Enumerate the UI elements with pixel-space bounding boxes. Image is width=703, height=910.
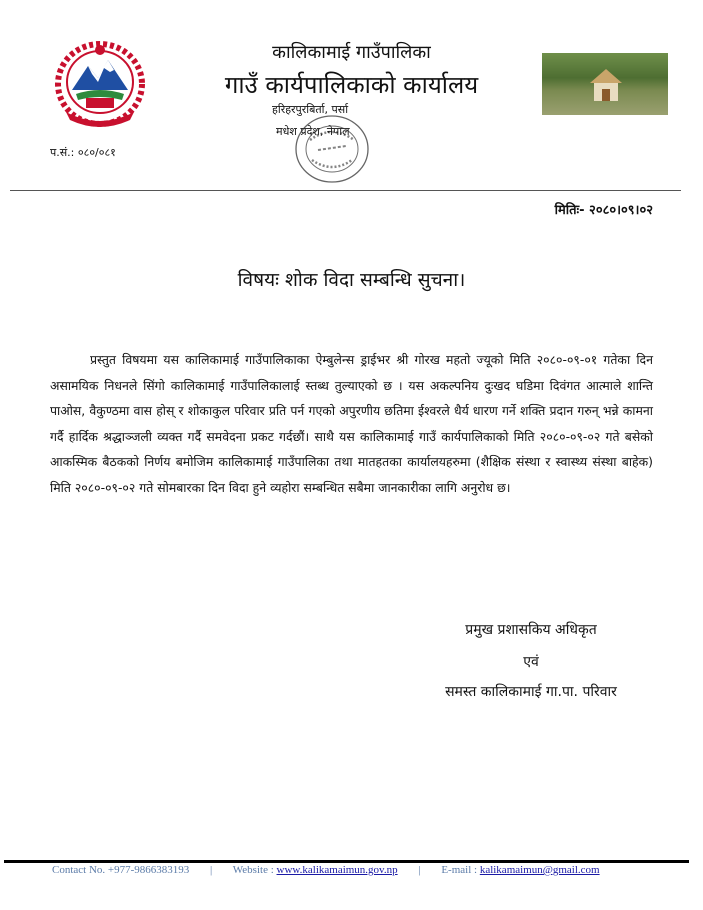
office-stamp-icon bbox=[292, 112, 372, 186]
temple-photo bbox=[542, 53, 668, 115]
temple-icon bbox=[586, 65, 626, 105]
header-divider bbox=[10, 190, 681, 191]
footer-separator: | bbox=[418, 864, 421, 876]
signature-conjunction: एवं bbox=[523, 654, 539, 670]
letter-body bbox=[50, 347, 653, 500]
office-name: गाउँ कार्यपालिकाको कार्यालय bbox=[224, 71, 479, 99]
letter-subject: विषयः शोक विदा सम्बन्धि सुचना। bbox=[237, 269, 466, 291]
footer-contact: Contact No. +977-9866383193 bbox=[52, 864, 190, 876]
website-link[interactable]: www.kalikamaimun.gov.np bbox=[276, 864, 398, 876]
footer bbox=[52, 864, 600, 876]
letter-date: मितिः- २०८०।०९।०२ bbox=[554, 203, 653, 218]
address-line-2: मधेश प्रदेश, नेपाल bbox=[276, 125, 350, 138]
letter-body-text: प्रस्तुत विषयमा यस कालिकामाई गाउँपालिकाका ऐम्बुलेन्स ड्राईभर श्री गोरख महतो ज्यूको मिति २०८०-०९-०१ गतेका दिन असामयिक निधनले सिंगो कालिकामाई गाउँपालिकालाई स्तब्ध तुल्याएको छ । यस अकल्पनिय दुःखद घडिमा दिवंगत आत्माले शान्ति पाओस, वैकुण्ठमा वास होस् र शोकाकुल परिवार प्रति पर्न गएको अपुरणीय छतिमा ईश्वरले धैर्य धारण गर्ने शक्ति प्रदान गरुन् भन्ने कामना गर्दै हार्दिक श्रद्धाञ्जली व्यक्त गर्दै समवेदना प्रकट गर्दछौं। साथै यस कालिकामाई गाउँ कार्यपालिकाको मिति २०८०-०९-०२ गते बसेको आकस्मिक बैठकको निर्णय बमोजिम कालिकामाई गाउँपालिका तथा मातहतका कार्यालयहरुमा (शैक्षिक संस्था र स्वास्थ्य संस्था बाहेक) मिति २०८०-०९-०२ गते सोमबारका दिन विदा हुने व्यहोरा सम्बन्धित सबैमा जानकारीका लागि अनुरोध छ। bbox=[50, 352, 653, 495]
footer-website-label: Website : bbox=[232, 864, 274, 876]
footer-separator: | bbox=[210, 864, 213, 876]
org-name: कालिकामाई गाउँपालिका bbox=[272, 42, 431, 63]
footer-divider bbox=[4, 860, 689, 863]
email-link[interactable]: kalikamaimun@gmail.com bbox=[479, 864, 600, 876]
reference-number: प.सं.: ०८०/०८१ bbox=[50, 146, 116, 159]
footer-email-label: E-mail : bbox=[441, 864, 478, 876]
signature-family: समस्त कालिकामाई गा.पा. परिवार bbox=[445, 684, 617, 700]
address-line-1: हरिहरपुरबिर्ता, पर्सा bbox=[272, 103, 349, 116]
signature-title: प्रमुख प्रशासकिय अधिकृत bbox=[465, 622, 597, 638]
